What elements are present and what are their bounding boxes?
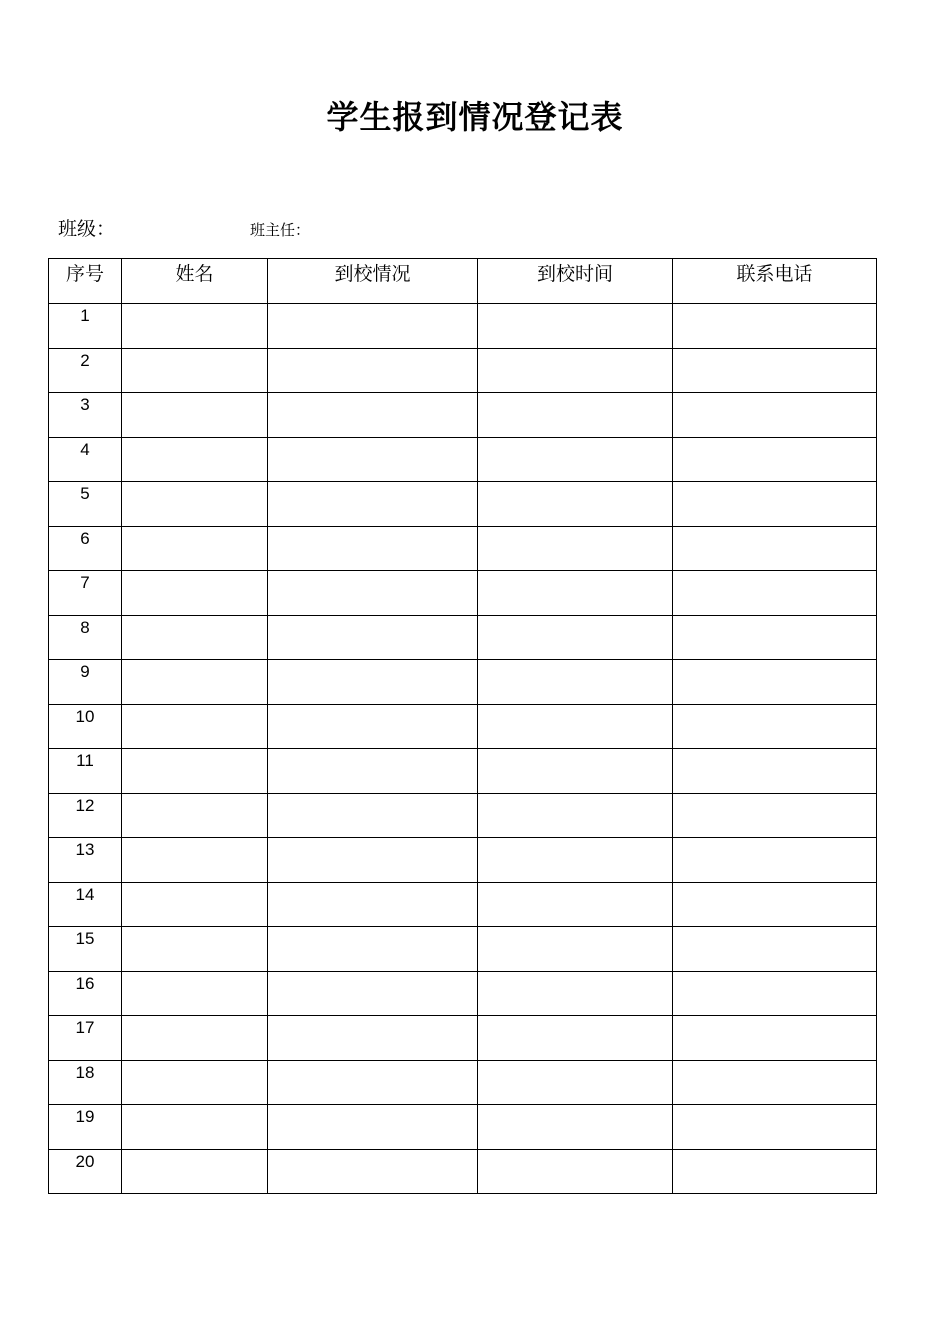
table-row <box>49 971 877 1016</box>
table-row <box>49 882 877 927</box>
arrival-status-cell[interactable] <box>268 1105 478 1150</box>
name-cell[interactable] <box>122 793 268 838</box>
row-serial-number: 15 <box>49 927 122 972</box>
phone-cell[interactable] <box>673 927 877 972</box>
table-row <box>49 1016 877 1061</box>
phone-cell[interactable] <box>673 1149 877 1194</box>
header-arrival-time: 到校时间 <box>478 259 673 304</box>
arrival-status-cell[interactable] <box>268 1016 478 1061</box>
arrival-status-cell[interactable] <box>268 704 478 749</box>
arrival-time-cell[interactable] <box>478 1060 673 1105</box>
row-serial-number: 13 <box>49 838 122 883</box>
table-row <box>49 660 877 705</box>
row-serial-number: 20 <box>49 1149 122 1194</box>
name-cell[interactable] <box>122 615 268 660</box>
arrival-time-cell[interactable] <box>478 660 673 705</box>
arrival-status-cell[interactable] <box>268 749 478 794</box>
arrival-time-cell[interactable] <box>478 348 673 393</box>
phone-cell[interactable] <box>673 704 877 749</box>
row-serial-number: 7 <box>49 571 122 616</box>
name-cell[interactable] <box>122 1016 268 1061</box>
header-serial-number: 序号 <box>49 259 122 304</box>
name-cell[interactable] <box>122 348 268 393</box>
phone-cell[interactable] <box>673 571 877 616</box>
phone-cell[interactable] <box>673 348 877 393</box>
table-row <box>49 437 877 482</box>
arrival-time-cell[interactable] <box>478 482 673 527</box>
arrival-time-cell[interactable] <box>478 437 673 482</box>
arrival-time-cell[interactable] <box>478 749 673 794</box>
arrival-status-cell[interactable] <box>268 1060 478 1105</box>
arrival-status-cell[interactable] <box>268 482 478 527</box>
arrival-time-cell[interactable] <box>478 882 673 927</box>
arrival-status-cell[interactable] <box>268 571 478 616</box>
phone-cell[interactable] <box>673 393 877 438</box>
arrival-time-cell[interactable] <box>478 304 673 349</box>
table-row <box>49 571 877 616</box>
arrival-status-cell[interactable] <box>268 304 478 349</box>
arrival-time-cell[interactable] <box>478 838 673 883</box>
table-row <box>49 749 877 794</box>
name-cell[interactable] <box>122 437 268 482</box>
name-cell[interactable] <box>122 571 268 616</box>
table-row <box>49 927 877 972</box>
row-serial-number: 19 <box>49 1105 122 1150</box>
arrival-time-cell[interactable] <box>478 1105 673 1150</box>
phone-cell[interactable] <box>673 838 877 883</box>
arrival-time-cell[interactable] <box>478 615 673 660</box>
table-row <box>49 1105 877 1150</box>
name-cell[interactable] <box>122 838 268 883</box>
row-serial-number: 9 <box>49 660 122 705</box>
table-row <box>49 1149 877 1194</box>
name-cell[interactable] <box>122 304 268 349</box>
table-header-row <box>49 259 877 304</box>
row-serial-number: 18 <box>49 1060 122 1105</box>
row-serial-number: 14 <box>49 882 122 927</box>
name-cell[interactable] <box>122 927 268 972</box>
arrival-time-cell[interactable] <box>478 571 673 616</box>
table-row <box>49 615 877 660</box>
form-title: 学生报到情况登记表 <box>326 98 624 136</box>
name-cell[interactable] <box>122 393 268 438</box>
name-cell[interactable] <box>122 1105 268 1150</box>
row-serial-number: 3 <box>49 393 122 438</box>
name-cell[interactable] <box>122 704 268 749</box>
row-serial-number: 5 <box>49 482 122 527</box>
phone-cell[interactable] <box>673 437 877 482</box>
row-serial-number: 4 <box>49 437 122 482</box>
header-name: 姓名 <box>122 259 268 304</box>
row-serial-number: 8 <box>49 615 122 660</box>
table-row <box>49 838 877 883</box>
arrival-status-cell[interactable] <box>268 393 478 438</box>
table-row <box>49 793 877 838</box>
name-cell[interactable] <box>122 1060 268 1105</box>
arrival-status-cell[interactable] <box>268 615 478 660</box>
arrival-time-cell[interactable] <box>478 971 673 1016</box>
table-body <box>49 304 877 1194</box>
name-cell[interactable] <box>122 749 268 794</box>
name-cell[interactable] <box>122 1149 268 1194</box>
arrival-status-cell[interactable] <box>268 348 478 393</box>
name-cell[interactable] <box>122 971 268 1016</box>
table-row <box>49 526 877 571</box>
arrival-status-cell[interactable] <box>268 882 478 927</box>
arrival-time-cell[interactable] <box>478 393 673 438</box>
name-cell[interactable] <box>122 482 268 527</box>
phone-cell[interactable] <box>673 1016 877 1061</box>
arrival-time-cell[interactable] <box>478 704 673 749</box>
table-row <box>49 393 877 438</box>
arrival-status-cell[interactable] <box>268 838 478 883</box>
phone-cell[interactable] <box>673 660 877 705</box>
phone-cell[interactable] <box>673 793 877 838</box>
phone-cell[interactable] <box>673 1105 877 1150</box>
header-arrival-status: 到校情况 <box>268 259 478 304</box>
phone-cell[interactable] <box>673 304 877 349</box>
arrival-time-cell[interactable] <box>478 1016 673 1061</box>
arrival-time-cell[interactable] <box>478 526 673 571</box>
phone-cell[interactable] <box>673 482 877 527</box>
phone-cell[interactable] <box>673 615 877 660</box>
arrival-time-cell[interactable] <box>478 927 673 972</box>
class-label: 班级： <box>58 218 116 240</box>
arrival-status-cell[interactable] <box>268 437 478 482</box>
phone-cell[interactable] <box>673 1060 877 1105</box>
arrival-status-cell[interactable] <box>268 971 478 1016</box>
row-serial-number: 2 <box>49 348 122 393</box>
registration-table <box>48 258 877 1194</box>
arrival-status-cell[interactable] <box>268 927 478 972</box>
name-cell[interactable] <box>122 882 268 927</box>
arrival-status-cell[interactable] <box>268 660 478 705</box>
table-row <box>49 304 877 349</box>
row-serial-number: 12 <box>49 793 122 838</box>
row-serial-number: 10 <box>49 704 122 749</box>
arrival-status-cell[interactable] <box>268 793 478 838</box>
row-serial-number: 11 <box>49 749 122 794</box>
phone-cell[interactable] <box>673 526 877 571</box>
row-serial-number: 1 <box>49 304 122 349</box>
head-teacher-label: 班主任： <box>250 221 311 239</box>
table-row <box>49 482 877 527</box>
arrival-status-cell[interactable] <box>268 526 478 571</box>
row-serial-number: 17 <box>49 1016 122 1061</box>
phone-cell[interactable] <box>673 971 877 1016</box>
name-cell[interactable] <box>122 660 268 705</box>
row-serial-number: 16 <box>49 971 122 1016</box>
arrival-time-cell[interactable] <box>478 1149 673 1194</box>
phone-cell[interactable] <box>673 749 877 794</box>
table-row <box>49 1060 877 1105</box>
name-cell[interactable] <box>122 526 268 571</box>
table-row <box>49 348 877 393</box>
phone-cell[interactable] <box>673 882 877 927</box>
header-phone: 联系电话 <box>673 259 877 304</box>
table-row <box>49 704 877 749</box>
arrival-status-cell[interactable] <box>268 1149 478 1194</box>
row-serial-number: 6 <box>49 526 122 571</box>
arrival-time-cell[interactable] <box>478 793 673 838</box>
